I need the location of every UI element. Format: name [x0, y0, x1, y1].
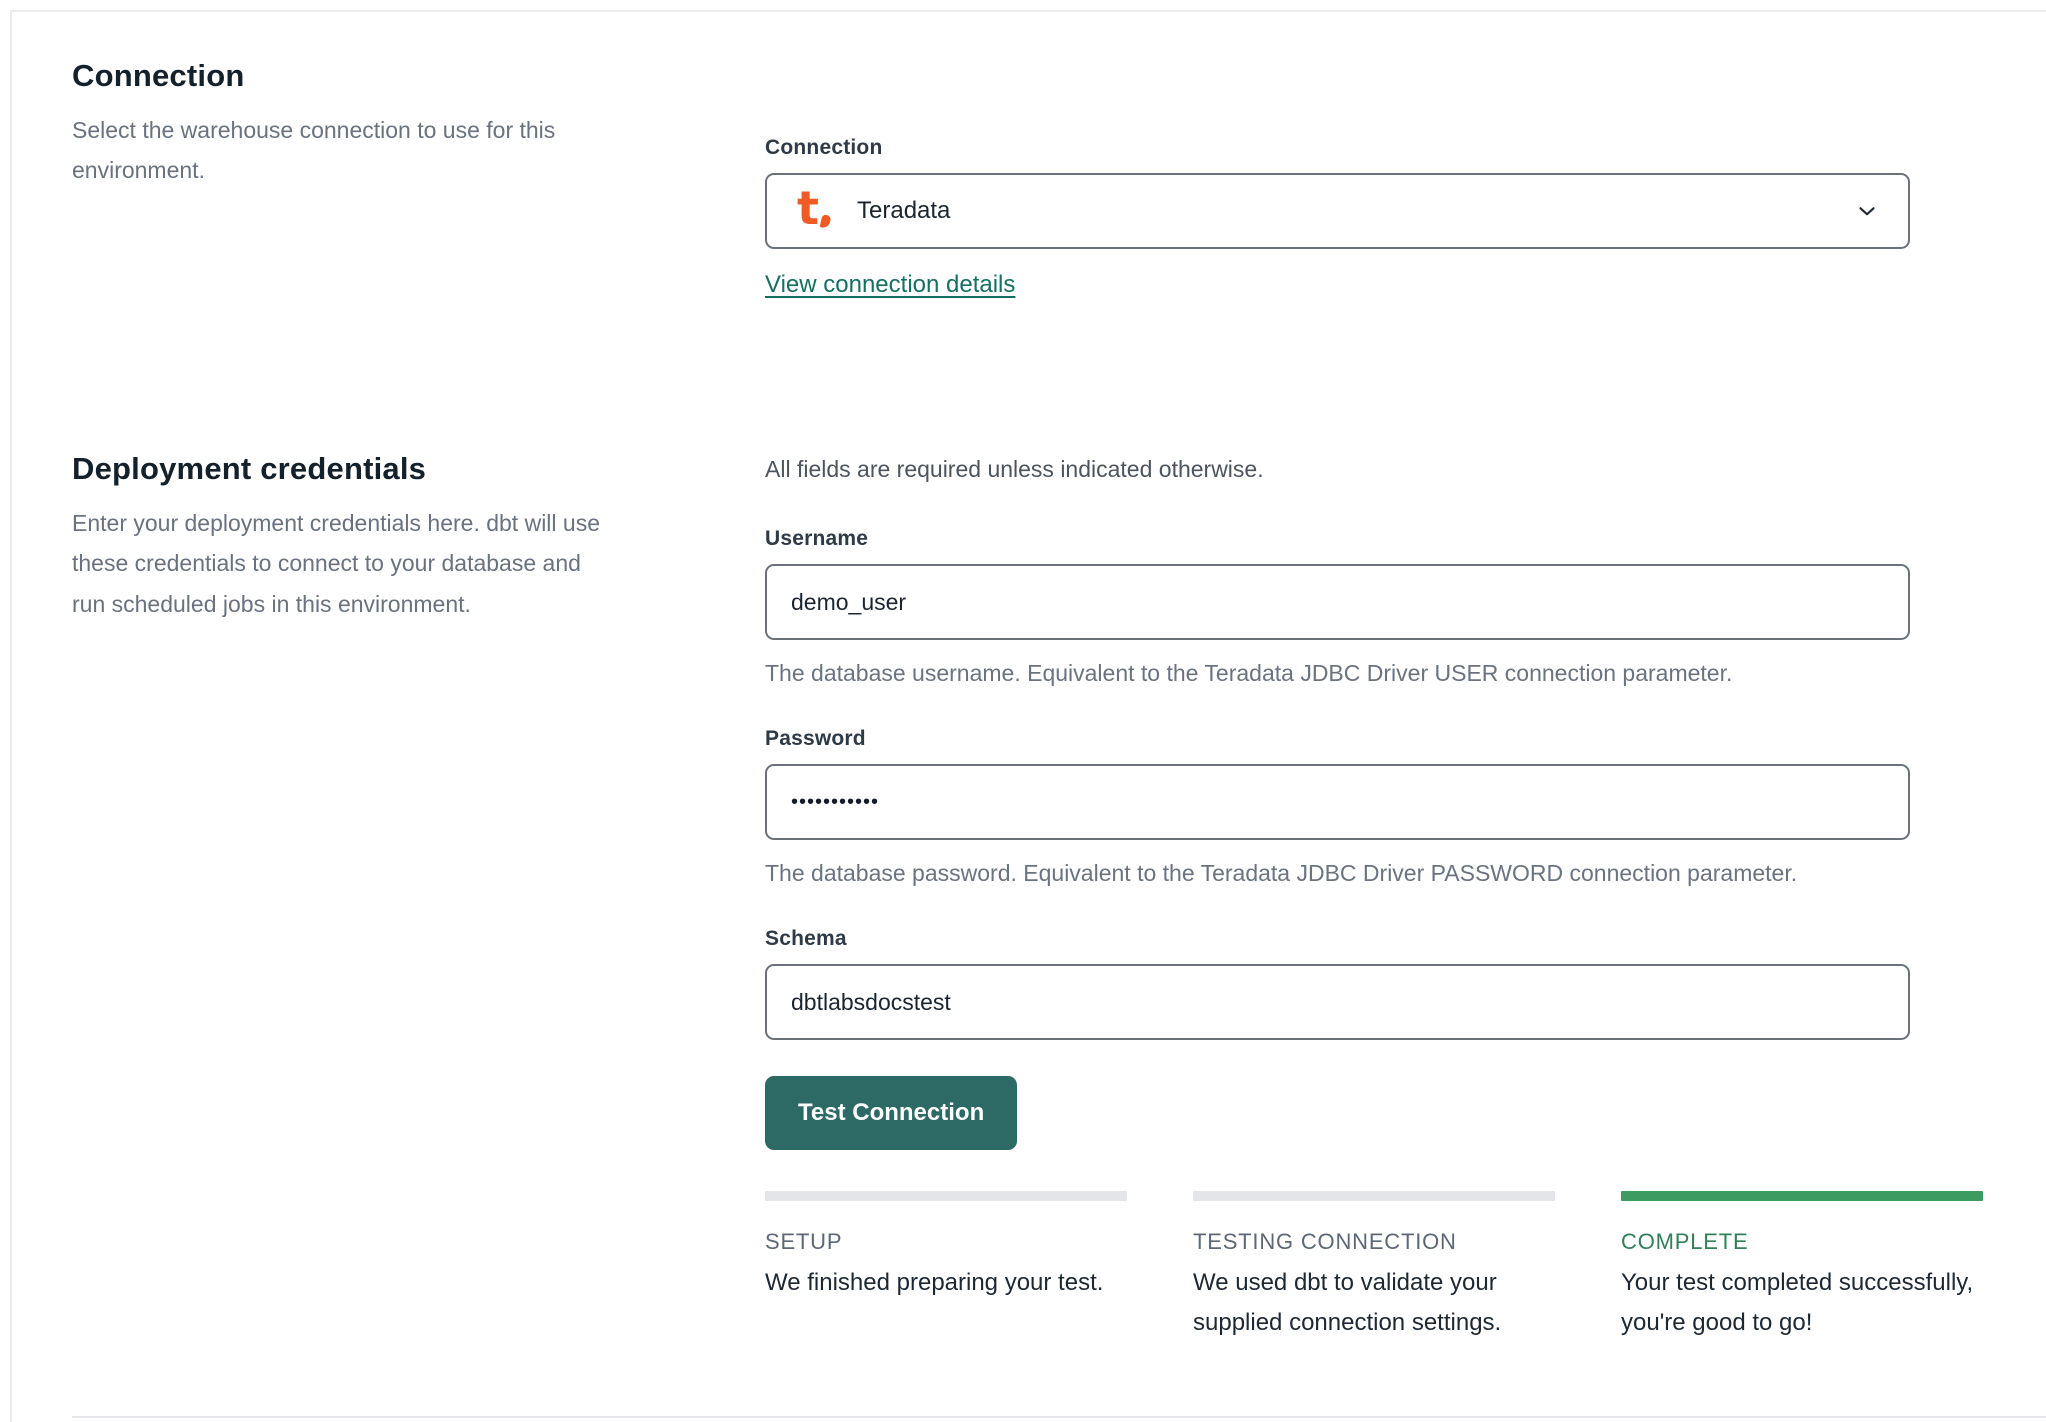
username-field[interactable] — [765, 564, 1910, 640]
password-help-text: The database password. Equivalent to the Teradata JDBC Driver PASSWORD connection parameter. — [765, 860, 1798, 886]
test-connection-button[interactable]: Test Connection — [765, 1076, 1017, 1150]
required-fields-note: All fields are required unless indicated otherwise. — [765, 456, 1264, 482]
connection-select[interactable] — [765, 173, 1910, 249]
step-setup — [765, 1191, 1127, 1342]
step-testing-description: We used dbt to validate your supplied connection settings. — [1193, 1269, 1502, 1336]
connection-section — [72, 58, 2046, 299]
section-top-border — [10, 10, 2046, 12]
step-complete-title: COMPLETE — [1621, 1229, 1749, 1254]
connection-selected-value: Teradata — [857, 197, 951, 224]
username-help-text: The database username. Equivalent to the Teradata JDBC Driver USER connection parameter. — [765, 660, 1733, 686]
connection-section-title: Connection — [72, 58, 245, 93]
password-label: Password — [765, 727, 866, 750]
username-label: Username — [765, 527, 869, 550]
teradata-icon: t — [797, 191, 841, 231]
schema-field-group — [765, 927, 1983, 1040]
credentials-section-title: Deployment credentials — [72, 451, 427, 486]
connection-test-progress — [765, 1191, 1983, 1342]
step-complete-progress-bar — [1621, 1191, 1983, 1201]
step-complete — [1621, 1191, 1983, 1342]
schema-label: Schema — [765, 927, 847, 950]
step-setup-progress-bar — [765, 1191, 1127, 1201]
username-field-group — [765, 527, 1983, 687]
deployment-credentials-section — [72, 451, 2046, 1342]
step-setup-title: SETUP — [765, 1229, 843, 1254]
step-testing-title: TESTING CONNECTION — [1193, 1229, 1457, 1254]
credentials-section-description: Enter your deployment credentials here. dbt will use these credentials to connect to your database and run scheduled jobs in this environment. — [72, 510, 601, 617]
step-setup-description: We finished preparing your test. — [765, 1269, 1104, 1296]
password-field-group — [765, 727, 1983, 887]
view-connection-details-link[interactable]: View connection details — [765, 271, 1016, 298]
bottom-section-divider — [72, 1416, 2046, 1418]
connection-field-label: Connection — [765, 136, 883, 159]
schema-field[interactable] — [765, 964, 1910, 1040]
connection-section-description: Select the warehouse connection to use for this environment. — [72, 117, 556, 184]
step-testing-progress-bar — [1193, 1191, 1555, 1201]
step-testing-connection — [1193, 1191, 1555, 1342]
password-field[interactable] — [765, 764, 1910, 840]
chevron-down-icon — [1854, 198, 1880, 224]
section-left-border — [10, 10, 12, 1422]
step-complete-description: Your test completed successfully, you're good to go! — [1621, 1269, 1974, 1336]
